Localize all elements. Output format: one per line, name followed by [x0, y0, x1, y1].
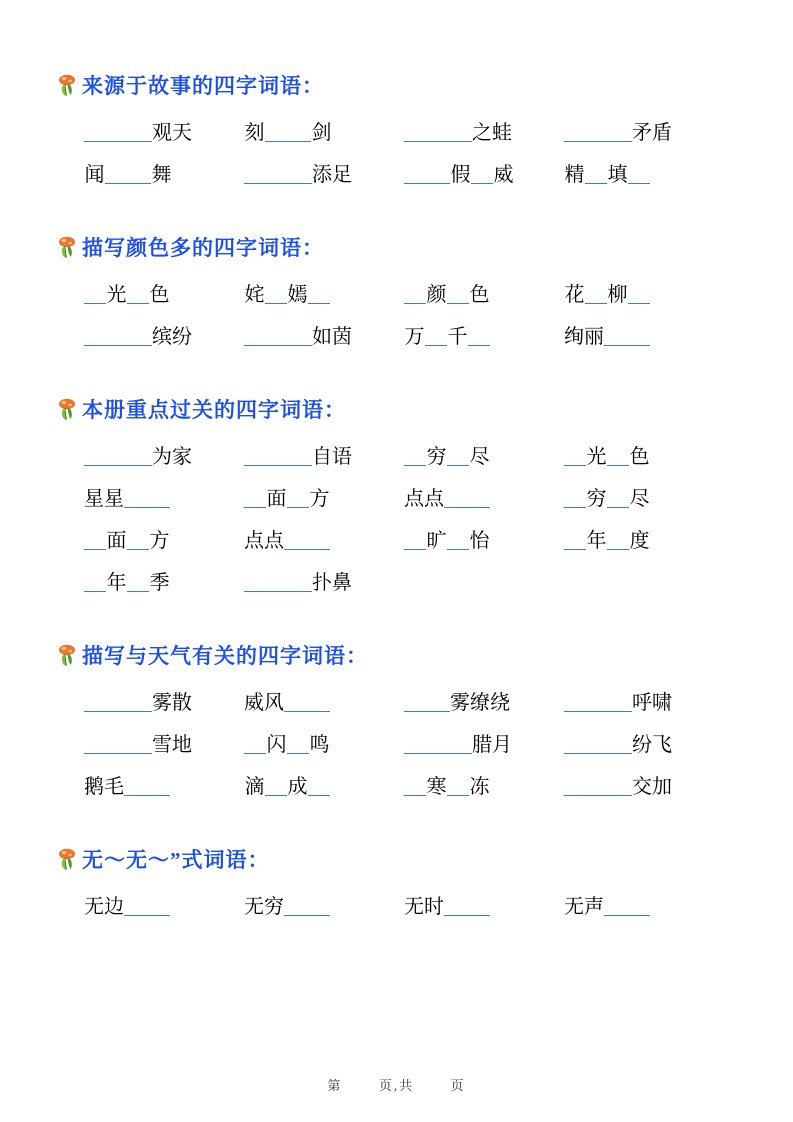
word-item — [84, 686, 244, 715]
word-character: 穷 — [586, 488, 607, 510]
fill-in-blank[interactable] — [404, 284, 426, 304]
fill-in-blank[interactable] — [124, 776, 170, 796]
word-character: 无穷 — [244, 896, 284, 918]
fill-in-blank[interactable] — [607, 530, 629, 550]
word-character: 鸣 — [309, 734, 330, 756]
word-character: 闪 — [266, 734, 287, 756]
word-item — [404, 440, 564, 469]
word-item — [564, 158, 740, 187]
fill-in-blank[interactable] — [564, 776, 632, 796]
fill-in-blank[interactable] — [607, 446, 629, 466]
word-character: 剑 — [311, 122, 332, 144]
word-row — [58, 278, 748, 307]
word-item — [404, 278, 564, 307]
word-character: 添足 — [312, 164, 352, 186]
mushroom-icon — [58, 847, 78, 871]
fill-in-blank[interactable] — [127, 284, 149, 304]
word-character: 无声 — [564, 896, 604, 918]
word-character: 雾缭绕 — [450, 692, 510, 714]
fill-in-blank[interactable] — [468, 326, 490, 346]
word-item — [404, 482, 564, 511]
word-item — [404, 890, 564, 919]
worksheet-content — [58, 70, 748, 964]
word-character: 色 — [629, 446, 650, 468]
word-item — [564, 278, 740, 307]
worksheet-section — [58, 232, 748, 384]
fill-in-blank[interactable] — [404, 164, 450, 184]
fill-in-blank[interactable] — [124, 896, 170, 916]
word-character: 方 — [149, 530, 170, 552]
word-character: 星星 — [84, 488, 124, 510]
section-header — [58, 394, 748, 424]
word-character: 千 — [447, 326, 468, 348]
word-character: 姹 — [244, 284, 265, 306]
word-character: 怡 — [469, 530, 490, 552]
fill-in-blank[interactable] — [284, 530, 330, 550]
word-character: 点点 — [404, 488, 444, 510]
word-item — [564, 320, 740, 349]
word-character: 季 — [149, 572, 170, 594]
fill-in-blank[interactable] — [564, 692, 632, 712]
word-character: 纷飞 — [632, 734, 672, 756]
mushroom-icon-svg — [58, 235, 78, 259]
fill-in-blank[interactable] — [564, 446, 586, 466]
section-title: 来源于故事的四字词语： — [82, 74, 324, 98]
word-item — [84, 278, 244, 307]
fill-in-blank[interactable] — [604, 896, 650, 916]
word-item — [84, 482, 244, 511]
fill-in-blank[interactable] — [127, 530, 149, 550]
word-character: 闻 — [84, 164, 105, 186]
word-character: 成 — [287, 776, 308, 798]
word-character: 光 — [586, 446, 607, 468]
fill-in-blank[interactable] — [84, 326, 152, 346]
word-character: 鹅毛 — [84, 776, 124, 798]
mushroom-icon — [58, 73, 78, 97]
fill-in-blank[interactable] — [404, 446, 426, 466]
fill-in-blank[interactable] — [84, 284, 106, 304]
mushroom-icon-svg — [58, 73, 78, 97]
word-row — [58, 158, 748, 187]
footer-prefix: 第 — [327, 1078, 343, 1093]
fill-in-blank[interactable] — [564, 122, 632, 142]
word-row — [58, 482, 748, 511]
word-character: 寒 — [426, 776, 447, 798]
fill-in-blank[interactable] — [105, 164, 151, 184]
fill-in-blank[interactable] — [84, 530, 106, 550]
footer-suffix: 页 — [450, 1078, 466, 1093]
word-character: 万 — [404, 326, 425, 348]
word-character: 面 — [106, 530, 127, 552]
section-spacer — [58, 932, 748, 954]
fill-in-blank[interactable] — [84, 734, 152, 754]
word-item — [244, 440, 404, 469]
footer-middle: 页,共 — [378, 1078, 415, 1093]
mushroom-icon — [58, 235, 78, 259]
word-item — [244, 116, 404, 145]
word-character: 威风 — [244, 692, 284, 714]
word-item — [244, 890, 404, 919]
word-character: 填 — [607, 164, 628, 186]
fill-in-blank[interactable] — [447, 446, 469, 466]
fill-in-blank[interactable] — [244, 326, 312, 346]
word-row — [58, 116, 748, 145]
word-character: 方 — [309, 488, 330, 510]
fill-in-blank[interactable] — [447, 530, 469, 550]
fill-in-blank[interactable] — [265, 284, 287, 304]
worksheet-section — [58, 70, 748, 222]
word-character: 自语 — [312, 446, 352, 468]
word-character: 穷 — [426, 446, 447, 468]
word-row — [58, 686, 748, 715]
section-header — [58, 640, 748, 670]
fill-in-blank[interactable] — [284, 692, 330, 712]
fill-in-blank[interactable] — [84, 572, 106, 592]
word-item — [404, 728, 564, 757]
word-character: 花 — [564, 284, 585, 306]
fill-in-blank[interactable] — [564, 530, 586, 550]
fill-in-blank[interactable] — [84, 446, 152, 466]
word-item — [404, 320, 564, 349]
section-title: 无～无～”式词语： — [82, 848, 270, 872]
word-item — [564, 770, 740, 799]
fill-in-blank[interactable] — [447, 776, 469, 796]
fill-in-blank[interactable] — [84, 692, 152, 712]
word-character: 如茵 — [312, 326, 352, 348]
word-item — [564, 728, 740, 757]
fill-in-blank[interactable] — [404, 734, 472, 754]
fill-in-blank[interactable] — [447, 284, 469, 304]
section-title: 本册重点过关的四字词语： — [82, 398, 346, 422]
word-character: 扑鼻 — [312, 572, 352, 594]
fill-in-blank[interactable] — [244, 488, 266, 508]
word-item — [244, 320, 404, 349]
word-character: 观天 — [152, 122, 192, 144]
word-character: 雪地 — [152, 734, 192, 756]
word-character: 呼啸 — [632, 692, 672, 714]
word-item — [84, 440, 244, 469]
mushroom-icon — [58, 397, 78, 421]
word-row — [58, 524, 748, 553]
word-character: 色 — [469, 284, 490, 306]
word-character: 旷 — [426, 530, 447, 552]
word-character: 无边 — [84, 896, 124, 918]
section-header — [58, 844, 748, 874]
word-character: 之蛙 — [472, 122, 512, 144]
word-item — [84, 158, 244, 187]
word-item — [84, 770, 244, 799]
word-item — [84, 320, 244, 349]
word-item — [244, 728, 404, 757]
fill-in-blank[interactable] — [444, 896, 490, 916]
word-item — [244, 278, 404, 307]
word-character: 无时 — [404, 896, 444, 918]
word-item — [564, 440, 740, 469]
worksheet-section — [58, 844, 748, 954]
worksheet-section — [58, 394, 748, 630]
section-spacer — [58, 200, 748, 222]
word-item — [404, 524, 564, 553]
word-character: 矛盾 — [632, 122, 672, 144]
word-character: 精 — [564, 164, 585, 186]
word-row — [58, 728, 748, 757]
word-character: 嫣 — [287, 284, 308, 306]
word-character: 绚丽 — [564, 326, 604, 348]
fill-in-blank[interactable] — [244, 572, 312, 592]
word-item — [244, 482, 404, 511]
word-row — [58, 890, 748, 919]
fill-in-blank[interactable] — [404, 776, 426, 796]
word-item — [84, 890, 244, 919]
word-item — [244, 686, 404, 715]
word-character: 威 — [493, 164, 514, 186]
section-title: 描写与天气有关的四字词语： — [82, 644, 368, 668]
word-character: 点点 — [244, 530, 284, 552]
word-row — [58, 440, 748, 469]
fill-in-blank[interactable] — [604, 326, 650, 346]
section-header — [58, 232, 748, 262]
word-item — [564, 524, 740, 553]
fill-in-blank[interactable] — [404, 692, 450, 712]
word-character: 颜 — [426, 284, 447, 306]
word-character: 雾散 — [152, 692, 192, 714]
word-character: 交加 — [632, 776, 672, 798]
word-character: 为家 — [152, 446, 192, 468]
fill-in-blank[interactable] — [84, 122, 152, 142]
word-character: 缤纷 — [152, 326, 192, 348]
mushroom-icon-svg — [58, 397, 78, 421]
fill-in-blank[interactable] — [564, 734, 632, 754]
word-item — [564, 116, 740, 145]
fill-in-blank[interactable] — [628, 284, 650, 304]
fill-in-blank[interactable] — [287, 734, 309, 754]
fill-in-blank[interactable] — [244, 164, 312, 184]
word-character: 面 — [266, 488, 287, 510]
word-item — [84, 566, 244, 595]
fill-in-blank[interactable] — [287, 488, 309, 508]
word-character: 假 — [450, 164, 471, 186]
fill-in-blank[interactable] — [265, 776, 287, 796]
fill-in-blank[interactable] — [127, 572, 149, 592]
fill-in-blank[interactable] — [244, 446, 312, 466]
fill-in-blank[interactable] — [444, 488, 490, 508]
word-item — [404, 158, 564, 187]
fill-in-blank[interactable] — [284, 896, 330, 916]
fill-in-blank[interactable] — [607, 488, 629, 508]
word-row — [58, 770, 748, 799]
mushroom-icon-svg — [58, 643, 78, 667]
fill-in-blank[interactable] — [425, 326, 447, 346]
word-item — [84, 728, 244, 757]
word-item — [244, 524, 404, 553]
fill-in-blank[interactable] — [308, 776, 330, 796]
fill-in-blank[interactable] — [244, 734, 266, 754]
fill-in-blank[interactable] — [564, 488, 586, 508]
fill-in-blank[interactable] — [124, 488, 170, 508]
word-item — [244, 566, 404, 595]
word-item — [564, 890, 740, 919]
word-character: 腊月 — [472, 734, 512, 756]
worksheet-section — [58, 640, 748, 834]
mushroom-icon — [58, 643, 78, 667]
word-character: 尽 — [629, 488, 650, 510]
word-character: 刻 — [244, 122, 265, 144]
word-item — [244, 770, 404, 799]
word-item — [564, 686, 740, 715]
word-character: 柳 — [607, 284, 628, 306]
fill-in-blank[interactable] — [308, 284, 330, 304]
word-item — [84, 116, 244, 145]
fill-in-blank[interactable] — [585, 284, 607, 304]
section-title: 描写颜色多的四字词语： — [82, 236, 324, 260]
word-character: 年 — [106, 572, 127, 594]
word-item — [404, 116, 564, 145]
word-item — [404, 770, 564, 799]
section-header — [58, 70, 748, 100]
fill-in-blank[interactable] — [585, 164, 607, 184]
word-character: 尽 — [469, 446, 490, 468]
word-character: 度 — [629, 530, 650, 552]
section-spacer — [58, 362, 748, 384]
word-character: 色 — [149, 284, 170, 306]
mushroom-icon-svg — [58, 847, 78, 871]
fill-in-blank[interactable] — [628, 164, 650, 184]
word-character: 光 — [106, 284, 127, 306]
word-row — [58, 320, 748, 349]
fill-in-blank[interactable] — [471, 164, 493, 184]
word-item — [404, 686, 564, 715]
page-footer — [0, 1075, 793, 1094]
word-item — [84, 524, 244, 553]
word-character: 冻 — [469, 776, 490, 798]
word-item — [244, 158, 404, 187]
word-character: 年 — [586, 530, 607, 552]
section-spacer — [58, 608, 748, 630]
fill-in-blank[interactable] — [265, 122, 311, 142]
sections-container — [58, 70, 748, 954]
word-character: 舞 — [151, 164, 172, 186]
word-item — [564, 482, 740, 511]
section-spacer — [58, 812, 748, 834]
fill-in-blank[interactable] — [404, 122, 472, 142]
word-row — [58, 566, 748, 595]
word-character: 滴 — [244, 776, 265, 798]
fill-in-blank[interactable] — [404, 530, 426, 550]
